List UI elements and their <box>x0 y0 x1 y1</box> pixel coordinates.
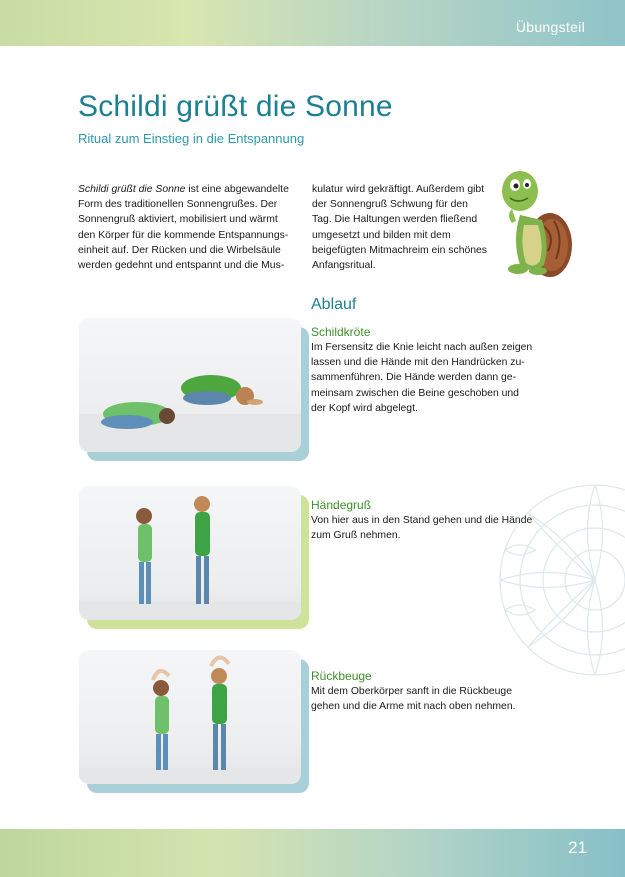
ablauf-heading: Ablauf <box>311 296 357 313</box>
photo-rueckbeuge <box>79 650 301 784</box>
photo-schildkroete-image <box>79 318 301 452</box>
photo-haendegruss-image <box>79 486 301 620</box>
intro-text-left <box>78 182 298 273</box>
step-text-rueckbeuge: Mit dem Oberkörper sanft in die Rückbeuge gehen und die Arme mit nach oben nehmen. <box>311 686 516 713</box>
page-subtitle: Ritual zum Einstieg in die Entspannung <box>78 131 305 146</box>
step-title-rueckbeuge: Rückbeuge <box>311 669 372 683</box>
photo-schildkroete <box>79 318 301 452</box>
footer-band <box>0 829 625 877</box>
section-label: Übungsteil <box>515 19 585 35</box>
step-text-haendegruss: Von hier aus in den Stand gehen und die Hände zum Gruß nehmen. <box>311 515 533 542</box>
step-text-schildkroete: Im Fersensitz die Knie leicht nach außen zeigen lassen und die Hände mit den Handrücken zu-sammenführen. Die Hände werden dann ge-meinsam zwischen die Beine geschoben und der Kopf wird abgelegt. <box>311 342 533 414</box>
step-title-schildkroete: Schildkröte <box>311 325 371 339</box>
intro-italic-lead: Schildi grüßt die Sonne <box>78 184 186 195</box>
page-title: Schildi grüßt die Sonne <box>78 90 393 123</box>
photo-rueckbeuge-image <box>79 650 301 784</box>
photo-haendegruss <box>79 486 301 620</box>
page-number: 21 <box>568 838 587 857</box>
intro-left-body: ist eine abgewandelte Form des traditionellen Sonnengrußes. Der Sonnengruß aktiviert, mobilisiert und wärmt den Körper für die kommende Entspannungs-einheit auf. Der Rücken und die Wirbelsäule werden gedehnt und entspannt und die Mus- <box>78 184 289 272</box>
step-title-haendegruss: Händegruß <box>311 498 372 512</box>
intro-text-right: kulatur wird gekräftigt. Außerdem gibt der Sonnengruß Schwung für den Tag. Die Haltungen werden fließend umgesetzt und bilden mit dem beigefügten Mitmachreim ein schönes Anfangsritual. <box>312 184 488 272</box>
turtle-mascot-illustration <box>490 165 576 280</box>
